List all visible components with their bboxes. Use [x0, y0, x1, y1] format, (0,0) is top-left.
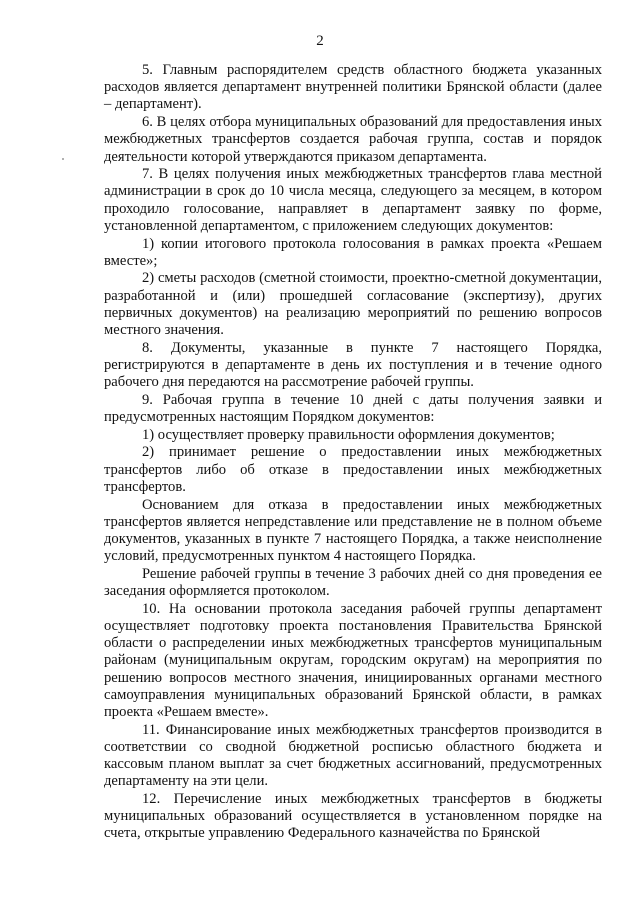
- paragraph-5: 5. Главным распорядителем средств областного бюджета указанных расходов является департамент внутренней политики Брянской области (далее – департамент).: [104, 62, 602, 113]
- document-body: [104, 62, 602, 843]
- paragraph-8: 8. Документы, указанные в пункте 7 настоящего Порядка, регистрируются в департаменте в день их поступления и в течение одного рабочего дня передаются на рассмотрение рабочей группы.: [104, 339, 602, 391]
- paragraph-11: 11. Финансирование иных межбюджетных трансфертов производится в соответствии со сводной бюджетной росписью областного бюджета и кассовым планом выплат за счет бюджетных ассигнований, предусмотренных департаменту на эти цели.: [104, 721, 602, 790]
- margin-speck: [62, 158, 64, 160]
- paragraph-7-item-1: 1) копии итогового протокола голосования в рамках проекта «Решаем вместе»;: [104, 235, 602, 269]
- page-number: 2: [316, 33, 324, 49]
- paragraph-9: 9. Рабочая группа в течение 10 дней с даты получения заявки и предусмотренных настоящим Порядком документов:: [104, 391, 602, 426]
- paragraph-9-item-2: 2) принимает решение о предоставлении иных межбюджетных трансфертов либо об отказе в предоставлении иных межбюджетных трансфертов.: [104, 444, 602, 495]
- paragraph-decision-protocol: Решение рабочей группы в течение 3 рабочих дней со дня проведения ее заседания оформляется протоколом.: [104, 565, 602, 600]
- paragraph-10: 10. На основании протокола заседания рабочей группы департамент осуществляет подготовку проекта постановления Правительства Брянской области о распределении иных межбюджетных трансфертов муниципальным районам (муниципальным округам, городским округам) на мероприятия по решению вопросов местного значения, инициированных органами местного самоуправления муниципальных образований Брянской области, в рамках проекта «Решаем вместе».: [104, 600, 602, 721]
- paragraph-9-item-1: 1) осуществляет проверку правильности оформления документов;: [142, 426, 555, 443]
- paragraph-6: 6. В целях отбора муниципальных образований для предоставления иных межбюджетных трансфертов создается рабочая группа, состав и порядок деятельности которой утверждаются приказом департамента.: [104, 114, 602, 165]
- paragraph-7: 7. В целях получения иных межбюджетных трансфертов глава местной администрации в срок до 10 числа месяца, следующего за месяцем, в котором проходило голосование, направляет в департамент заявку по форме, установленной департаментом, с приложением следующих документов:: [104, 166, 602, 234]
- paragraph-7-item-2: 2) сметы расходов (сметной стоимости, проектно-сметной документации, разработанной и (или) прошедшей согласование (экспертизу), других первичных документов) на реализацию мероприятий по решению вопросов местного значения.: [104, 270, 602, 339]
- paragraph-refusal-grounds: Основанием для отказа в предоставлении иных межбюджетных трансфертов является непредставление или представление не в полном объеме документов, указанных в пункте 7 настоящего Порядка, а также неисполнение условий, предусмотренных пунктом 4 настоящего Порядка.: [104, 496, 602, 565]
- paragraph-12: 12. Перечисление иных межбюджетных трансфертов в бюджеты муниципальных образований осуществляется в установленном порядке на счета, открытые управлению Федерального казначейства по Брянской: [104, 791, 602, 842]
